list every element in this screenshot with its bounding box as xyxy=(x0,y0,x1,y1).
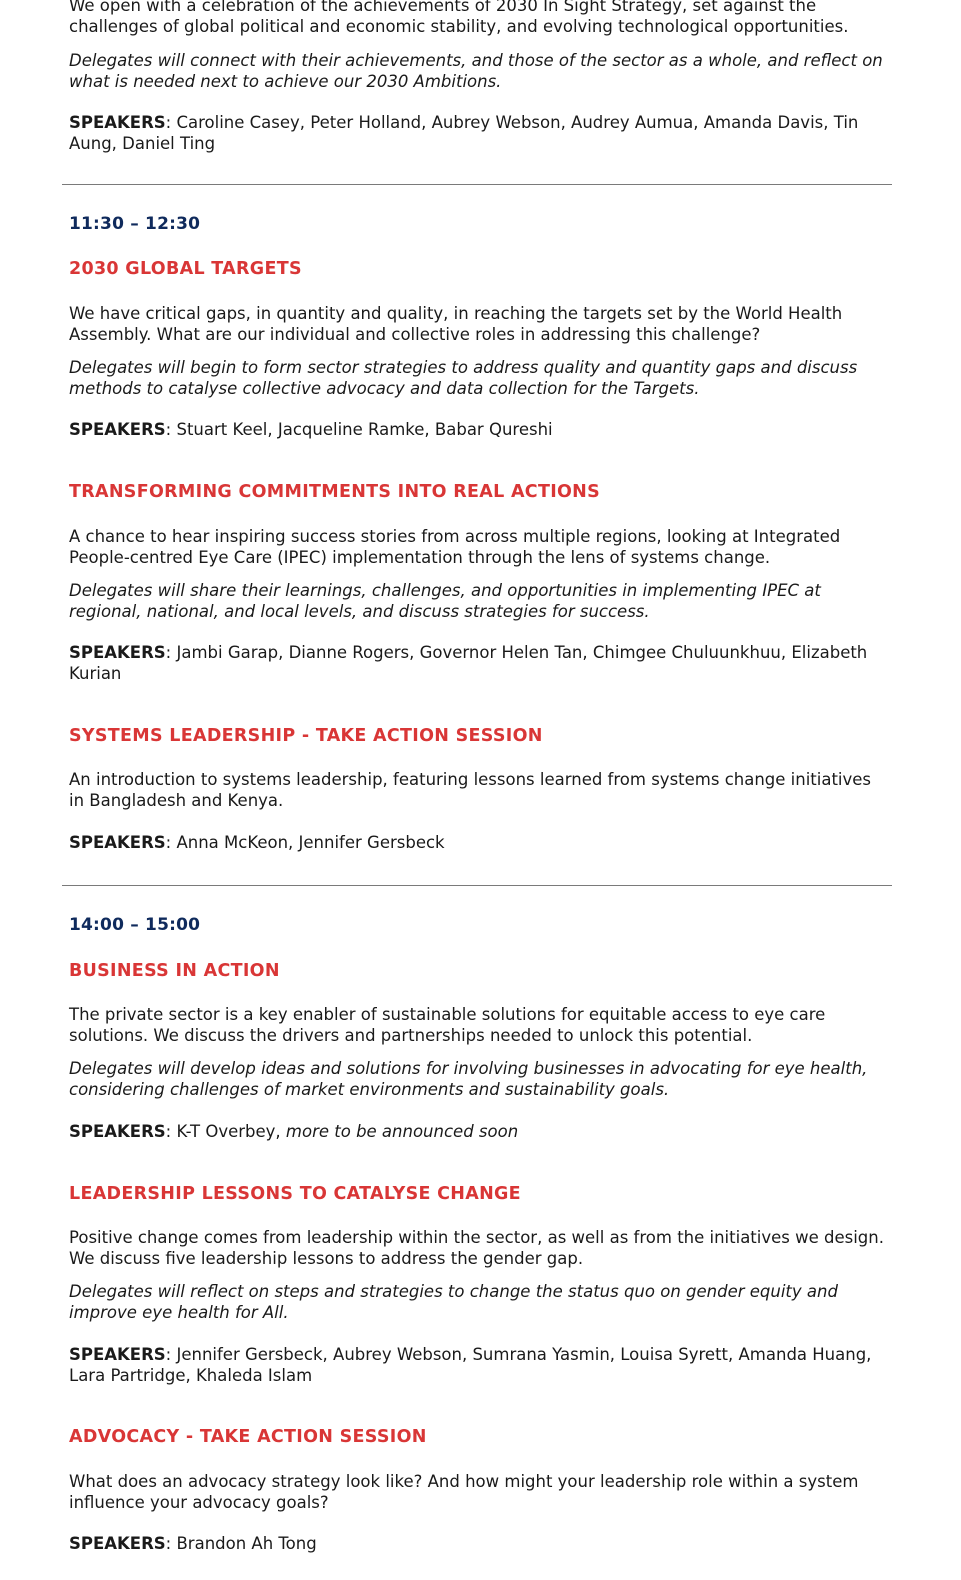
session-speakers xyxy=(69,419,889,440)
session-speakers xyxy=(69,642,889,684)
section-divider xyxy=(62,184,892,185)
session-title: LEADERSHIP LESSONS TO CATALYSE CHANGE xyxy=(69,1184,521,1204)
time-slot-1: 11:30 – 12:30 xyxy=(69,214,201,234)
intro-speakers xyxy=(69,112,889,154)
session-title: SYSTEMS LEADERSHIP - TAKE ACTION SESSION xyxy=(69,726,543,746)
speakers-list: : K-T Overbey, xyxy=(165,1122,286,1141)
time-slot-2: 14:00 – 15:00 xyxy=(69,915,201,935)
session-description: We have critical gaps, in quantity and quality, in reaching the targets set by the World Health Assembly. What are our individual and collective roles in addressing this challenge? xyxy=(69,304,843,344)
speakers-list: : Stuart Keel, Jacqueline Ramke, Babar Qureshi xyxy=(165,420,553,439)
session-description: An introduction to systems leadership, featuring lessons learned from systems change initiatives in Bangladesh and Kenya. xyxy=(69,770,872,810)
speakers-more-note: more to be announced soon xyxy=(285,1122,519,1141)
speakers-label: SPEAKERS xyxy=(69,113,166,132)
speakers-label: SPEAKERS xyxy=(69,1122,166,1141)
session-delegates-note: Delegates will begin to form sector strategies to address quality and quantity gaps and discuss methods to catalyse collective advocacy and data collection for the Targets. xyxy=(69,358,858,398)
section-divider xyxy=(62,885,892,886)
speakers-list: : Jennifer Gersbeck, Aubrey Webson, Sumrana Yasmin, Louisa Syrett, Amanda Huang, Lara Partridge, Khaleda Islam xyxy=(69,1345,872,1385)
session-description: A chance to hear inspiring success stories from across multiple regions, looking at Integrated People-centred Eye Care (IPEC) implementation through the lens of systems change. xyxy=(69,527,841,567)
session-description: What does an advocacy strategy look like? And how might your leadership role within a system influence your advocacy goals? xyxy=(69,1472,859,1512)
speakers-list: : Jambi Garap, Dianne Rogers, Governor Helen Tan, Chimgee Chuluunkhuu, Elizabeth Kurian xyxy=(69,643,868,683)
session-speakers xyxy=(69,1533,889,1554)
session-title: TRANSFORMING COMMITMENTS INTO REAL ACTIONS xyxy=(69,482,601,502)
speakers-list: : Caroline Casey, Peter Holland, Aubrey Webson, Audrey Aumua, Amanda Davis, Tin Aung, Daniel Ting xyxy=(69,113,859,153)
session-title: BUSINESS IN ACTION xyxy=(69,961,280,981)
session-delegates-note: Delegates will reflect on steps and strategies to change the status quo on gender equity and improve eye health for All. xyxy=(69,1282,838,1322)
session-title: 2030 GLOBAL TARGETS xyxy=(69,259,302,279)
session-speakers xyxy=(69,832,889,853)
session-description: The private sector is a key enabler of sustainable solutions for equitable access to eye care solutions. We discuss the drivers and partnerships needed to unlock this potential. xyxy=(69,1005,826,1045)
session-delegates-note: Delegates will develop ideas and solutions for involving businesses in advocating for eye health, considering challenges of market environments and sustainability goals. xyxy=(69,1059,868,1099)
speakers-label: SPEAKERS xyxy=(69,1345,166,1364)
speakers-list: : Brandon Ah Tong xyxy=(165,1534,317,1553)
speakers-list: : Anna McKeon, Jennifer Gersbeck xyxy=(165,833,445,852)
session-speakers xyxy=(69,1344,889,1386)
session-delegates-note: Delegates will share their learnings, challenges, and opportunities in implementing IPEC at regional, national, and local levels, and discuss strategies for success. xyxy=(69,581,821,621)
session-speakers xyxy=(69,1121,889,1142)
session-title: ADVOCACY - TAKE ACTION SESSION xyxy=(69,1427,427,1447)
speakers-label: SPEAKERS xyxy=(69,420,166,439)
intro-description: We open with a celebration of the achievements of 2030 In Sight Strategy, set against the challenges of global political and economic stability, and evolving technological opportunities. xyxy=(69,0,849,36)
speakers-label: SPEAKERS xyxy=(69,643,166,662)
speakers-label: SPEAKERS xyxy=(69,833,166,852)
intro-delegates-note: Delegates will connect with their achievements, and those of the sector as a whole, and reflect on what is needed next to achieve our 2030 Ambitions. xyxy=(69,51,883,91)
speakers-label: SPEAKERS xyxy=(69,1534,166,1553)
session-description: Positive change comes from leadership within the sector, as well as from the initiatives we design. We discuss five leadership lessons to address the gender gap. xyxy=(69,1228,884,1268)
